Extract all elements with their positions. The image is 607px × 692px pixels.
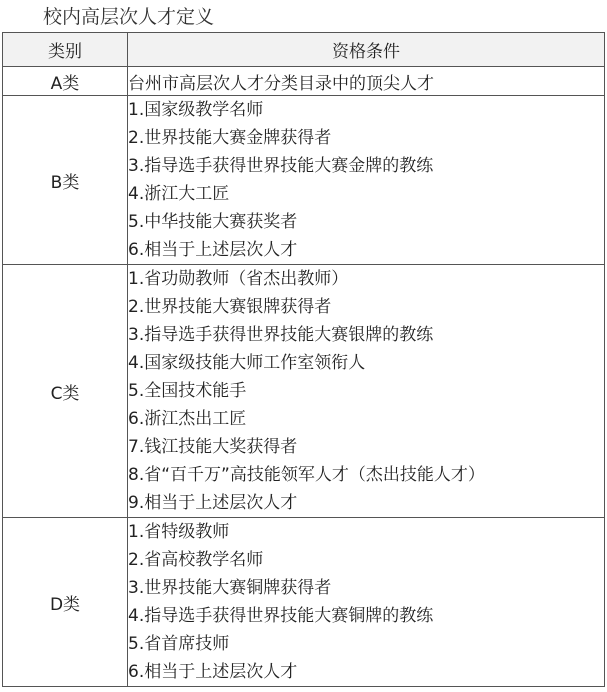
criteria-item: 4.指导选手获得世界技能大赛铜牌的教练 [128, 606, 434, 626]
criteria-item: 3.指导选手获得世界技能大赛金牌的教练 [128, 156, 434, 176]
criteria-item: 5.省首席技师 [128, 634, 230, 654]
header-category: 类别 [3, 33, 128, 67]
criteria-item: 台州市高层次人才分类目录中的顶尖人才 [128, 67, 605, 96]
criteria-item: 6.浙江杰出工匠 [128, 409, 247, 429]
criteria-item: 6.相当于上述层次人才 [128, 662, 298, 682]
category-cell: B类 [3, 96, 128, 265]
table-header-row [3, 33, 605, 67]
criteria-item: 9.相当于上述层次人才 [128, 493, 298, 513]
header-criteria: 资格条件 [128, 33, 605, 67]
criteria-item: 4.国家级技能大师工作室领衔人 [128, 353, 366, 373]
criteria-item: 5.中华技能大赛获奖者 [128, 212, 298, 232]
criteria-item: 5.全国技术能手 [128, 381, 247, 401]
criteria-item: 8.省“百千万”高技能领军人才（杰出技能人才） [128, 465, 485, 485]
criteria-item: 2.世界技能大赛银牌获得者 [128, 297, 332, 317]
criteria-item: 7.钱江技能大奖获得者 [128, 437, 298, 457]
criteria-cell [128, 96, 605, 265]
category-cell: C类 [3, 265, 128, 518]
category-cell: A类 [3, 67, 128, 96]
table-row-d [3, 518, 605, 687]
criteria-item: 4.浙江大工匠 [128, 184, 230, 204]
talent-definition-table [2, 32, 605, 687]
table-row-c [3, 265, 605, 518]
page-title: 校内高层次人才定义 [43, 6, 215, 28]
criteria-item: 1.国家级教学名师 [128, 100, 264, 120]
criteria-item: 3.世界技能大赛铜牌获得者 [128, 578, 332, 598]
criteria-cell [128, 518, 605, 687]
category-cell: D类 [3, 518, 128, 687]
criteria-item: 1.省功勋教师（省杰出教师） [128, 269, 349, 289]
criteria-item: 1.省特级教师 [128, 522, 230, 542]
table-row-b [3, 96, 605, 265]
criteria-item: 3.指导选手获得世界技能大赛银牌的教练 [128, 325, 434, 345]
criteria-item: 6.相当于上述层次人才 [128, 240, 298, 260]
criteria-item: 2.世界技能大赛金牌获得者 [128, 128, 332, 148]
criteria-cell [128, 265, 605, 518]
table-row-a [3, 67, 605, 96]
criteria-item: 2.省高校教学名师 [128, 550, 264, 570]
